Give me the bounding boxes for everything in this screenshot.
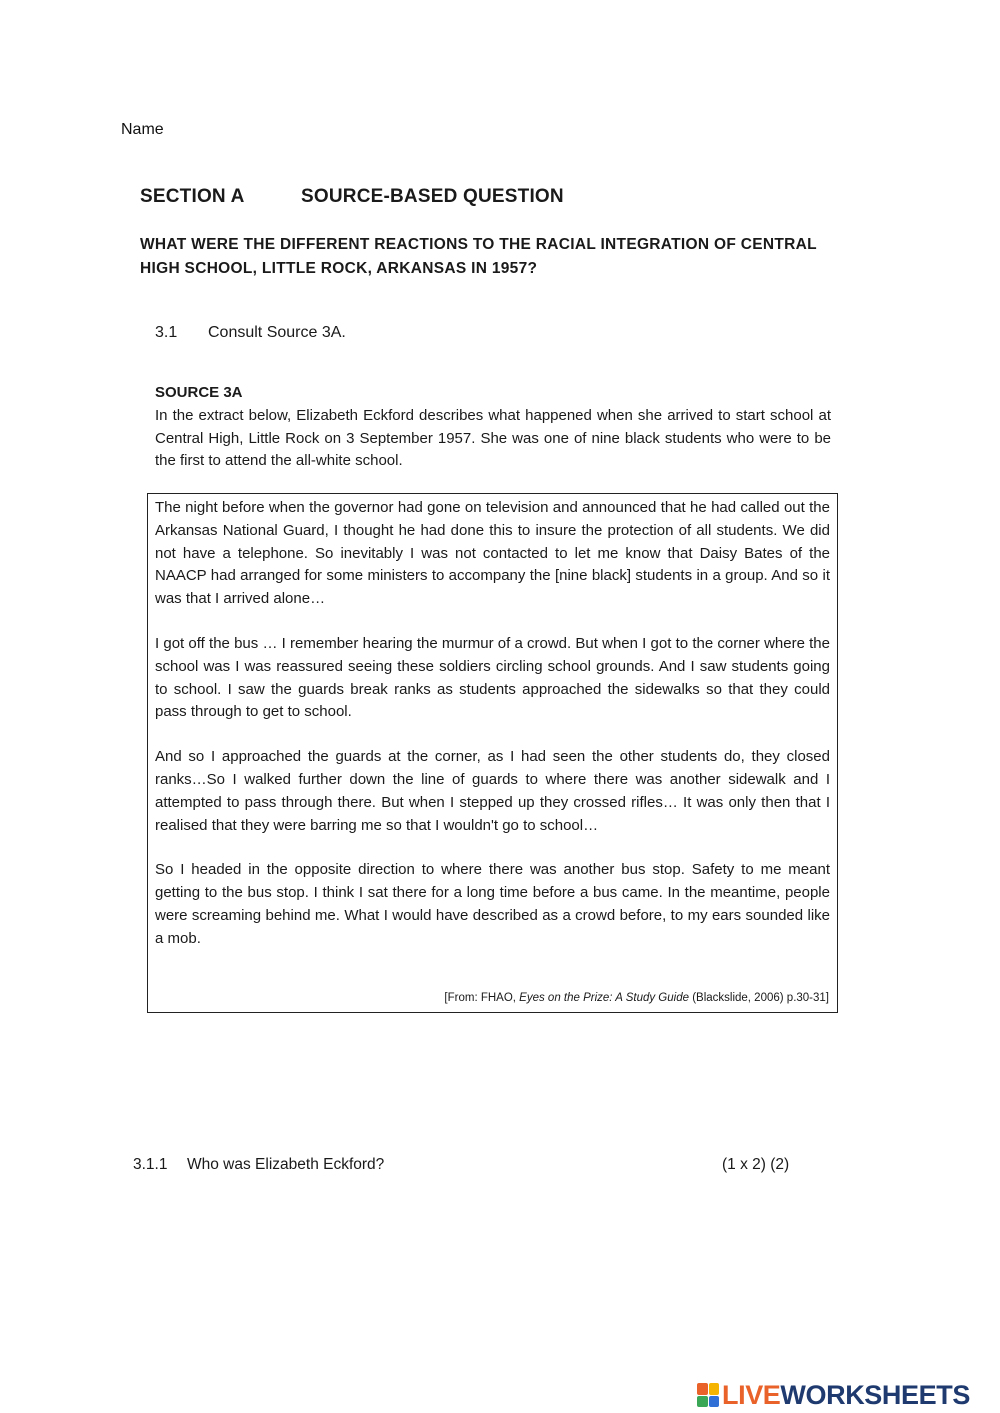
section-title: SOURCE-BASED QUESTION [301, 186, 564, 207]
section-heading [140, 186, 564, 208]
source-extract-box [147, 493, 838, 1013]
sub-question-text: Who was Elizabeth Eckford? [187, 1156, 385, 1173]
logo-icon-square [697, 1396, 708, 1408]
source-title: SOURCE 3A [155, 384, 243, 401]
liveworksheets-logo [697, 1378, 970, 1412]
source-intro: In the extract below, Elizabeth Eckford describes what happened when she arrived to start school at Central High, Little Rock on 3 September 1957. She was one of nine black students who were to be the first to attend the all-white school. [155, 407, 831, 469]
logo-text-worksheets: WORKSHEETS [780, 1379, 970, 1410]
source-paragraph: I got off the bus … I remember hearing the murmur of a crowd. But when I got to the corner where the school was I was reassured seeing these soldiers circling school grounds. And I saw students going to school. I saw the guards break ranks as students approached the sidewalks so that they could pass through to get to school. [155, 634, 830, 721]
liveworksheets-icon [697, 1383, 719, 1407]
sub-question-marks: (1 x 2) (2) [722, 1156, 790, 1173]
source-paragraph: And so I approached the guards at the corner, as I had seen the other students do, they closed ranks…So I walked further down the line of guards to where there was another sidewalk and I attempted to pass through there. But when I stepped up they crossed rifles… It was only then that I realised that they were barring me so that I wouldn't go to school… [155, 748, 830, 834]
source-paragraph: The night before when the governor had gone on television and announced that he had called out the Arkansas National Guard, I thought he had done this to insure the protection of all students. We did not have a telephone. So inevitably I was not contacted to let me know that Daisy Bates of the NAACP had arranged for some ministers to accompany the [nine black] students in a group. And so it was that I arrived alone… [155, 499, 830, 608]
citation-prefix: [From: FHAO, [444, 992, 520, 1004]
section-label: SECTION A [140, 186, 245, 207]
logo-icon-square [697, 1383, 708, 1395]
source-citation [444, 992, 829, 1004]
name-label: Name [121, 121, 164, 138]
sub-question-number: 3.1.1 [133, 1156, 168, 1173]
source-paragraph: So I headed in the opposite direction to where there was another bus stop. Safety to me meant getting to the bus stop. I think I sat there for a long time before a bus came. In the meantime, people were screaming behind me. What I would have described as a crowd before, to my ears sounded like a mob. [155, 861, 830, 947]
citation-suffix: (Blackslide, 2006) p.30-31] [689, 992, 829, 1004]
question-text: Consult Source 3A. [208, 324, 346, 341]
logo-icon-square [709, 1396, 720, 1408]
main-question: WHAT WERE THE DIFFERENT REACTIONS TO THE RACIAL INTEGRATION OF CENTRAL HIGH SCHOOL, LITTLE ROCK, ARKANSAS IN 1957? [140, 236, 817, 277]
logo-text [722, 1380, 970, 1411]
logo-icon-square [709, 1383, 720, 1395]
source-paragraphs [148, 497, 837, 951]
logo-text-live: LIVE [722, 1379, 781, 1410]
citation-book-title: Eyes on the Prize: A Study Guide [519, 992, 689, 1004]
question-number: 3.1 [155, 324, 178, 341]
